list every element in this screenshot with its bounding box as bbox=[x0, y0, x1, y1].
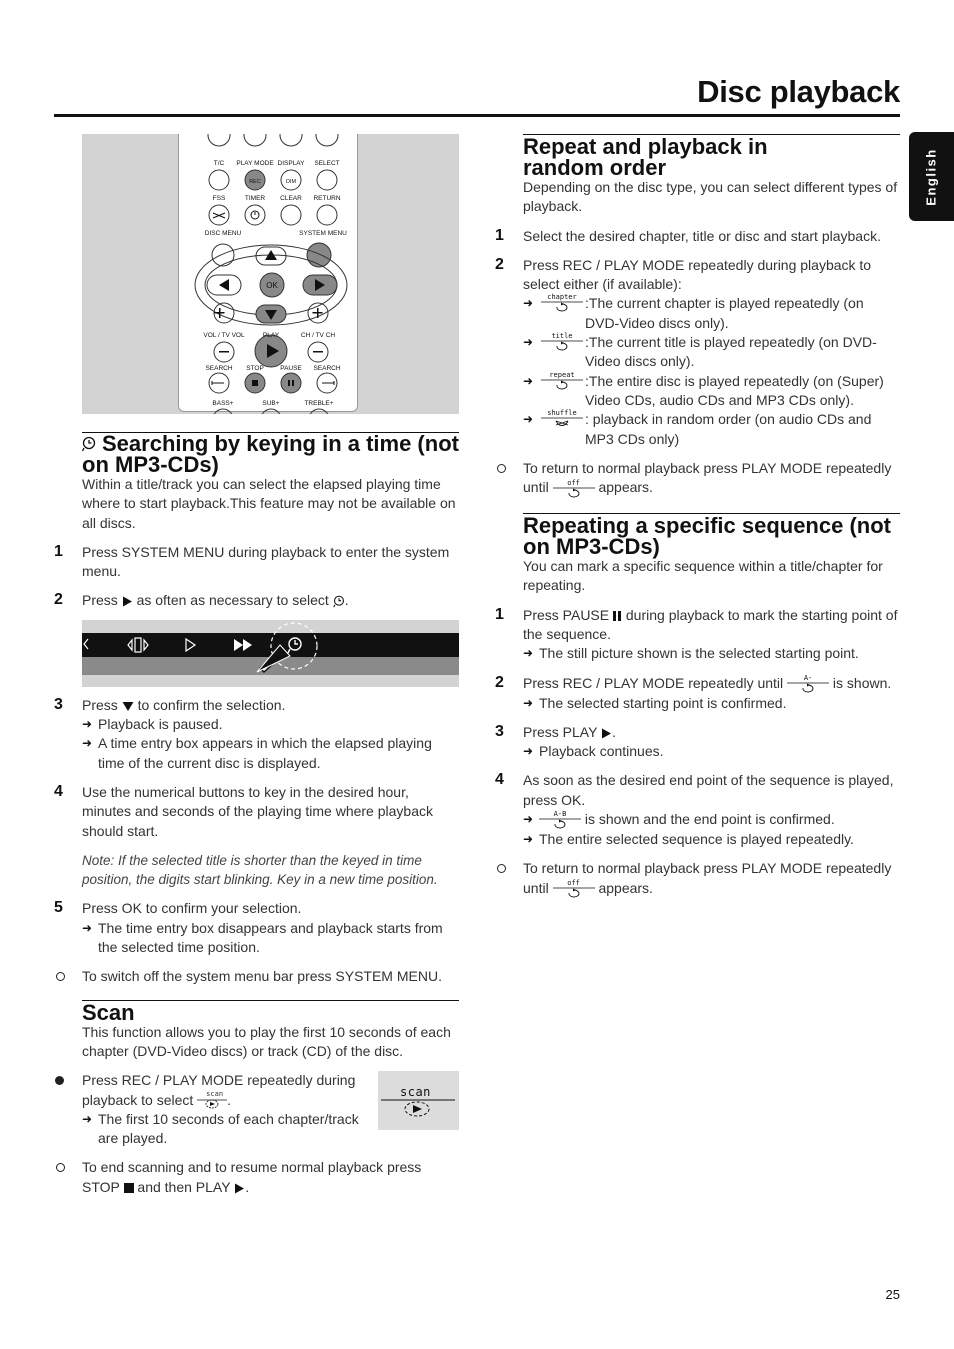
remote-body bbox=[178, 134, 358, 412]
chapter-mode-icon bbox=[541, 295, 583, 312]
repeat-mode-icon bbox=[541, 370, 583, 390]
remote-control-illustration bbox=[82, 134, 459, 414]
system-menu-bar-illustration bbox=[82, 620, 459, 687]
svg-text:SEARCH: SEARCH bbox=[313, 365, 341, 372]
step-text: Use the numerical buttons to key in the desired hour, minutes and seconds of the playing time where playback should start. bbox=[82, 783, 433, 839]
scan-icon-label: scan bbox=[206, 1089, 224, 1098]
time-search-icon bbox=[82, 436, 96, 452]
scan-osd-illustration bbox=[378, 1071, 459, 1130]
osd-icon-label: ➜ shuffle bbox=[547, 409, 577, 418]
svg-text:T/C: T/C bbox=[213, 160, 225, 167]
step-text: Press REC / PLAY MODE repeatedly during playback to select either (if available): bbox=[523, 256, 872, 293]
s2-text-a: Press REC / PLAY MODE repeatedly until bbox=[523, 674, 788, 691]
s1-text-b: during playback to mark the starting point of the sequence. bbox=[523, 606, 898, 642]
search-heading-text: Searching by keying in a time (not on MP3-CDs) bbox=[82, 431, 459, 477]
repeat-step-2 bbox=[495, 256, 900, 449]
repeat-option-text: :The current chapter is played repeatedly (on DVD-Video discs only). bbox=[585, 295, 864, 331]
repeat-option-title bbox=[523, 333, 900, 372]
scan-end-text-b: and then PLAY bbox=[133, 1178, 235, 1195]
repeat-step-1 bbox=[495, 227, 900, 246]
svg-text:PLAY: PLAY bbox=[262, 332, 280, 339]
result-arrow: ➜ Playback continues. bbox=[523, 742, 900, 761]
scan-bullet-text-b: . bbox=[227, 1091, 232, 1108]
repeat-circle-a: To return to normal playback press PLAY MODE repeatedly until bbox=[523, 459, 892, 496]
scan-mode-icon bbox=[197, 1089, 227, 1109]
step-number: 4 bbox=[495, 771, 504, 789]
step-number: 1 bbox=[495, 605, 504, 623]
svg-text:SEARCH: SEARCH bbox=[205, 365, 233, 372]
time-search-icon bbox=[333, 595, 345, 608]
repeat-option-text: : playback in random order (on audio CDs and MP3 CDs only) bbox=[585, 411, 872, 447]
step-text-b: as often as necessary to select bbox=[132, 592, 333, 609]
stop-square-icon bbox=[124, 1183, 134, 1193]
scan-heading bbox=[82, 1000, 459, 1023]
svg-text:TREBLE+: TREBLE+ bbox=[304, 400, 334, 407]
step-number: 5 bbox=[54, 899, 63, 917]
sequence-intro: You can mark a specific sequence within a title/chapter for repeating. bbox=[523, 558, 883, 594]
language-tab-label: English bbox=[923, 148, 939, 206]
s3-text-a: Press PLAY bbox=[523, 723, 602, 740]
svg-text:PLAY MODE: PLAY MODE bbox=[236, 160, 274, 167]
page-number: 25 bbox=[885, 1287, 900, 1302]
title-mode-icon bbox=[541, 334, 583, 351]
result-arrow: ➜ Playback is paused. bbox=[82, 715, 459, 734]
off-mode-icon bbox=[553, 879, 595, 898]
scan-osd-label: scan bbox=[400, 1085, 431, 1100]
svg-text:DIM: DIM bbox=[285, 179, 297, 185]
repeat-heading bbox=[523, 134, 900, 178]
result-arrow: ➜ The selected starting point is confirmed. bbox=[523, 694, 900, 713]
search-note: Note: If the selected title is shorter than the keyed in time position, the digits start blinking. Key in a new time position. bbox=[82, 852, 438, 888]
step-number: 3 bbox=[54, 695, 63, 713]
svg-text:FSS: FSS bbox=[212, 195, 226, 202]
svg-text:CLEAR: CLEAR bbox=[280, 195, 302, 202]
search-step-5 bbox=[54, 899, 459, 957]
sequence-step-4 bbox=[495, 771, 900, 849]
sequence-circle-a: To return to normal playback press PLAY MODE repeatedly until bbox=[523, 860, 892, 896]
search-step-3 bbox=[54, 696, 459, 773]
sequence-circle-note bbox=[495, 859, 900, 898]
sequence-step-3 bbox=[495, 723, 900, 762]
scan-bullet-text-a: Press REC / PLAY MODE repeatedly during playback to select bbox=[82, 1072, 356, 1108]
sequence-circle-b: appears. bbox=[594, 879, 653, 896]
search-step-1 bbox=[54, 543, 459, 582]
repeat-option-text: :The current title is played repeatedly (on DVD-Video discs only). bbox=[585, 334, 877, 370]
repeat-intro: Depending on the disc type, you can select different types of playback. bbox=[523, 179, 898, 215]
step-number: 1 bbox=[54, 542, 63, 560]
play-right-icon bbox=[122, 596, 133, 607]
circle-text: To switch off the system menu bar press SYSTEM MENU. bbox=[82, 968, 442, 985]
result-arrow: ➜ A time entry box appears in which the elapsed playing time of the current disc is displayed. bbox=[82, 734, 459, 773]
step-text-a: Press bbox=[82, 592, 122, 609]
s3-text-b: . bbox=[612, 723, 616, 740]
step-text-c: . bbox=[344, 592, 349, 609]
osd-icon-label: ➜ title bbox=[551, 332, 573, 341]
repeat-option-text: :The entire disc is played repeatedly (on (Super) Video CDs, audio CDs and MP3 CDs only). bbox=[585, 372, 884, 408]
svg-text:STOP: STOP bbox=[246, 365, 264, 372]
sequence-heading bbox=[523, 513, 900, 560]
svg-text:SYSTEM MENU: SYSTEM MENU bbox=[299, 230, 347, 237]
shuffle-mode-icon bbox=[541, 411, 583, 428]
scan-heading-text: Scan bbox=[82, 999, 135, 1025]
svg-text:OK: OK bbox=[266, 281, 278, 290]
language-tab bbox=[909, 132, 954, 221]
step-number: 2 bbox=[495, 255, 504, 273]
right-column bbox=[495, 134, 900, 898]
repeat-circle-b: appears. bbox=[594, 479, 653, 496]
scan-end-note bbox=[54, 1158, 459, 1197]
sequence-step-1 bbox=[495, 606, 900, 664]
osd-icon-label: off bbox=[567, 478, 580, 487]
svg-text:VOL / TV VOL: VOL / TV VOL bbox=[203, 332, 245, 339]
step-number: 1 bbox=[495, 226, 504, 244]
repeat-options bbox=[523, 294, 900, 448]
osd-icon-label: ➜ repeat bbox=[549, 370, 575, 379]
circle-bullet bbox=[56, 1163, 65, 1172]
step-number: 4 bbox=[54, 782, 63, 800]
svg-text:RETURN: RETURN bbox=[313, 195, 341, 202]
circle-bullet bbox=[56, 972, 65, 981]
ab-repeat-icon bbox=[539, 811, 581, 830]
s1-text-a: Press PAUSE bbox=[523, 606, 613, 623]
step-text-a: Press bbox=[82, 696, 122, 713]
result-arrow: ➜ The first 10 seconds of each chapter/track are played. bbox=[82, 1110, 359, 1149]
repeat-option-shuffle bbox=[523, 410, 900, 449]
result-arrow bbox=[523, 810, 900, 830]
a-point-icon bbox=[787, 674, 829, 693]
search-heading bbox=[82, 432, 459, 475]
s2-text-b: is shown. bbox=[829, 674, 892, 691]
osd-icon-label: off bbox=[567, 878, 580, 887]
circle-bullet bbox=[497, 464, 506, 473]
step-text: Press OK to confirm your selection. bbox=[82, 900, 302, 917]
sequence-heading-text: Repeating a specific sequence (not on MP3-CDs) bbox=[523, 513, 891, 560]
page-title: Disc playback bbox=[697, 74, 900, 109]
repeat-heading-text: Repeat and playback in random order bbox=[523, 134, 768, 180]
step-text: Select the desired chapter, title or disc and start playback. bbox=[523, 227, 881, 244]
svg-text:TIMER: TIMER bbox=[244, 195, 266, 202]
scan-end-text-c: . bbox=[245, 1178, 250, 1195]
step-number: 3 bbox=[495, 722, 504, 740]
step-number: 2 bbox=[495, 673, 504, 691]
search-step-2 bbox=[54, 591, 459, 610]
svg-text:DISPLAY: DISPLAY bbox=[277, 160, 305, 167]
svg-text:SUB+: SUB+ bbox=[262, 400, 280, 407]
result-arrow: ➜ The entire selected sequence is played repeatedly. bbox=[523, 830, 900, 849]
step-text: Press SYSTEM MENU during playback to enter the system menu. bbox=[82, 543, 450, 580]
search-step-4 bbox=[54, 783, 459, 841]
osd-icon-label: A- bbox=[803, 674, 813, 683]
svg-text:SELECT: SELECT bbox=[314, 160, 340, 167]
title-rule bbox=[54, 114, 900, 117]
play-right-icon bbox=[234, 1183, 245, 1194]
down-triangle-icon bbox=[122, 701, 134, 712]
filled-bullet bbox=[55, 1076, 64, 1085]
play-right-icon bbox=[601, 728, 612, 739]
repeat-option-chapter bbox=[523, 294, 900, 333]
s4-text: As soon as the desired end point of the sequence is played, press OK. bbox=[523, 772, 894, 808]
result-arrow: ➜ The still picture shown is the selected starting point. bbox=[523, 644, 900, 663]
osd-icon-label: ➜ chapter bbox=[547, 293, 577, 302]
repeat-circle-note bbox=[495, 459, 900, 498]
repeat-option-repeat bbox=[523, 372, 900, 411]
svg-text:CH / TV CH: CH / TV CH bbox=[300, 332, 336, 339]
svg-text:REC: REC bbox=[249, 179, 261, 185]
svg-text:BASS+: BASS+ bbox=[212, 400, 234, 407]
circle-bullet bbox=[497, 864, 506, 873]
step-number: 2 bbox=[54, 591, 63, 609]
scan-end-text-a: To end scanning and to resume normal playback press STOP bbox=[82, 1159, 422, 1195]
left-column bbox=[54, 134, 459, 1197]
result-arrow: ➜ The time entry box disappears and playback starts from the selected time position. bbox=[82, 919, 459, 958]
search-intro: Within a title/track you can select the elapsed playing time where to start playback.This feature may not be available on all discs. bbox=[82, 476, 456, 531]
svg-text:PAUSE: PAUSE bbox=[280, 365, 302, 372]
sequence-step-2 bbox=[495, 674, 900, 713]
s4-arrow-text: is shown and the end point is confirmed. bbox=[581, 811, 835, 827]
search-circle-note bbox=[54, 967, 459, 986]
off-mode-icon bbox=[553, 479, 595, 498]
osd-icon-label: ➜ A-B bbox=[553, 810, 567, 819]
svg-text:DISC MENU: DISC MENU bbox=[204, 230, 242, 237]
step-text-b: to confirm the selection. bbox=[133, 696, 286, 713]
scan-intro: This function allows you to play the first 10 seconds of each chapter (DVD-Video discs) or track (CD) of the disc. bbox=[82, 1023, 451, 1059]
pause-icon bbox=[613, 611, 622, 621]
